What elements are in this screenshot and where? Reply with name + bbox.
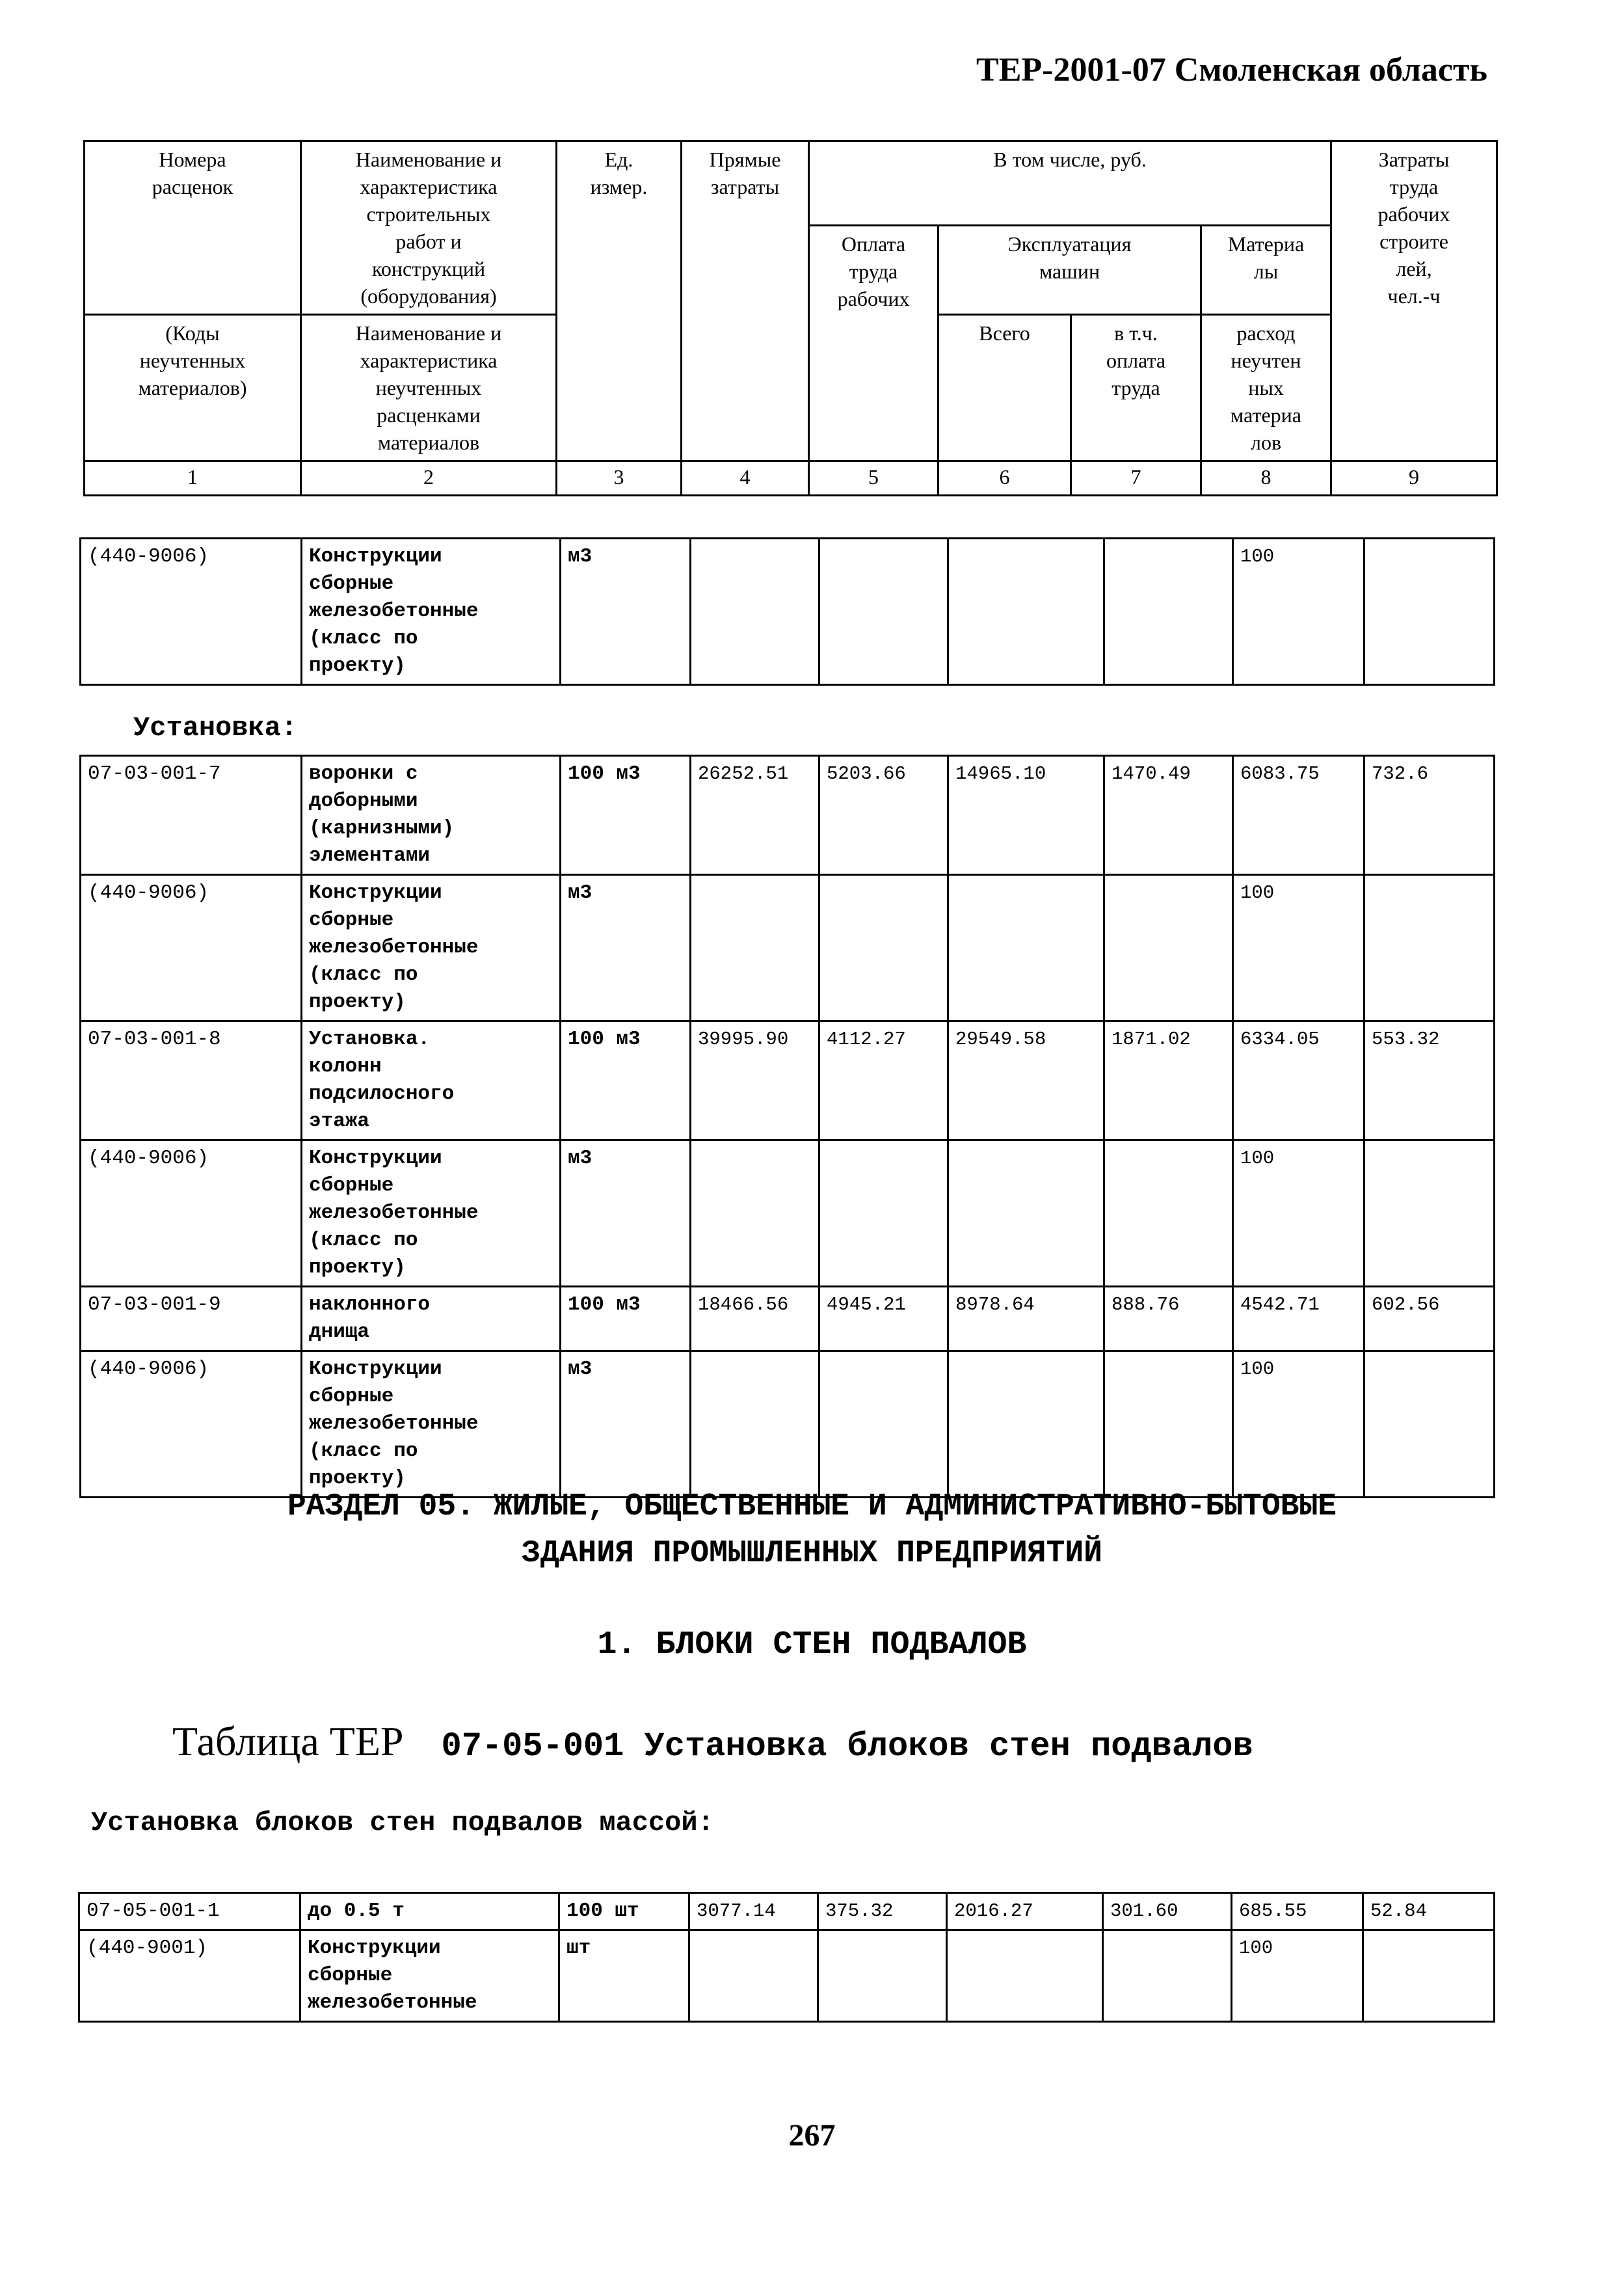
materials-cell: 6083.75 <box>1233 756 1364 875</box>
machine-cell <box>948 1351 1104 1498</box>
description-cell: Установка. колонн подсилосного этажа <box>302 1021 561 1140</box>
materials-cell: 100 <box>1233 1351 1364 1498</box>
wage-cell: 375.32 <box>818 1893 947 1930</box>
header-material-consumption: расход неучтен ных материа лов <box>1201 315 1331 461</box>
unit-cell: 100 шт <box>559 1893 689 1930</box>
description-cell: Конструкции сборные железобетонные (класс по проекту) <box>302 539 561 685</box>
machine-cell: 8978.64 <box>948 1287 1104 1351</box>
header-direct-costs: Прямые затраты <box>682 141 809 461</box>
header-work-name: Наименование и характеристика строительных работ и конструкций (оборудования) <box>301 141 557 315</box>
ustanovka-label: Установка: <box>133 712 298 744</box>
header-material-codes: (Коды неучтенных материалов) <box>85 315 301 461</box>
column-number: 5 <box>809 461 938 496</box>
direct-costs-cell: 18466.56 <box>691 1287 819 1351</box>
labor-cell: 602.56 <box>1364 1287 1495 1351</box>
unit-cell: 100 м3 <box>561 1021 691 1140</box>
description-cell: до 0.5 т <box>300 1893 559 1930</box>
materials-cell: 100 <box>1233 539 1364 685</box>
unit-cell: 100 м3 <box>561 756 691 875</box>
header-including-rub: В том числе, руб. <box>809 141 1331 226</box>
materials-cell: 100 <box>1233 875 1364 1021</box>
column-header-table <box>83 140 1498 496</box>
table-caption-lead: Таблица ТЕР <box>172 1718 404 1764</box>
labor-cell <box>1364 1140 1495 1287</box>
direct-costs-cell: 39995.90 <box>691 1021 819 1140</box>
direct-costs-cell <box>691 539 819 685</box>
description-cell: Конструкции сборные железобетонные (класс по проекту) <box>302 1140 561 1287</box>
machine-wage-cell <box>1104 875 1233 1021</box>
unit-cell: м3 <box>561 1140 691 1287</box>
column-number: 3 <box>557 461 682 496</box>
rates-table-top <box>79 537 1495 686</box>
wage-cell <box>819 1351 948 1498</box>
direct-costs-cell: 3077.14 <box>689 1893 818 1930</box>
wage-cell <box>819 1140 948 1287</box>
labor-cell <box>1363 1930 1495 2022</box>
column-number: 9 <box>1331 461 1497 496</box>
column-number: 8 <box>1201 461 1331 496</box>
column-number: 1 <box>85 461 301 496</box>
page-number: 267 <box>788 2118 836 2153</box>
materials-cell: 6334.05 <box>1233 1021 1364 1140</box>
rate-code-cell: (440-9006) <box>81 875 302 1021</box>
description-cell: Конструкции сборные железобетонные (класс по проекту) <box>302 875 561 1021</box>
table-row <box>81 875 1495 1021</box>
column-number: 2 <box>301 461 557 496</box>
machine-cell <box>948 539 1104 685</box>
wage-cell <box>818 1930 947 2022</box>
labor-cell: 732.6 <box>1364 756 1495 875</box>
unit-cell: м3 <box>561 875 691 1021</box>
header-machine-operation: Эксплуатация машин <box>938 226 1201 315</box>
direct-costs-cell <box>691 1140 819 1287</box>
table-row <box>81 539 1495 685</box>
direct-costs-cell <box>689 1930 818 2022</box>
rate-code-cell: (440-9006) <box>81 1140 302 1287</box>
subsection-title: 1. БЛОКИ СТЕН ПОДВАЛОВ <box>597 1626 1027 1663</box>
header-rate-number: Номера расценок <box>85 141 301 315</box>
rate-code-cell: 07-03-001-7 <box>81 756 302 875</box>
labor-cell <box>1364 539 1495 685</box>
machine-wage-cell <box>1103 1930 1232 2022</box>
column-number: 4 <box>682 461 809 496</box>
machine-wage-cell: 301.60 <box>1103 1893 1232 1930</box>
rate-code-cell: (440-9006) <box>81 539 302 685</box>
wage-cell: 5203.66 <box>819 756 948 875</box>
machine-cell: 29549.58 <box>948 1021 1104 1140</box>
rate-code-cell: 07-05-001-1 <box>79 1893 300 1930</box>
materials-cell: 685.55 <box>1232 1893 1363 1930</box>
header-machine-wage: в т.ч. оплата труда <box>1071 315 1201 461</box>
table-row <box>81 756 1495 875</box>
wage-cell <box>819 539 948 685</box>
column-number: 7 <box>1071 461 1201 496</box>
labor-cell: 52.84 <box>1363 1893 1495 1930</box>
materials-cell: 100 <box>1232 1930 1363 2022</box>
description-cell: Конструкции сборные железобетонные <box>300 1930 559 2022</box>
header-labor-costs: Затраты труда рабочих строите лей, чел.-ч <box>1331 141 1497 461</box>
header-unit: Ед. измер. <box>557 141 682 461</box>
header-machine-total: Всего <box>938 315 1071 461</box>
description-cell: Конструкции сборные железобетонные (класс по проекту) <box>302 1351 561 1498</box>
rate-code-cell: (440-9006) <box>81 1351 302 1498</box>
unit-cell: шт <box>559 1930 689 2022</box>
direct-costs-cell <box>691 1351 819 1498</box>
table-row <box>81 1351 1495 1498</box>
machine-wage-cell <box>1104 1351 1233 1498</box>
machine-cell <box>948 875 1104 1021</box>
labor-cell <box>1364 875 1495 1021</box>
rate-code-cell: 07-03-001-9 <box>81 1287 302 1351</box>
unit-cell: м3 <box>561 1351 691 1498</box>
header-wage: Оплата труда рабочих <box>809 226 938 461</box>
rates-table-main <box>79 755 1495 1498</box>
header-material-names: Наименование и характеристика неучтенных расценками материалов <box>301 315 557 461</box>
description-cell: воронки с доборными (карнизными) элементами <box>302 756 561 875</box>
description-cell: наклонного днища <box>302 1287 561 1351</box>
labor-cell: 553.32 <box>1364 1021 1495 1140</box>
labor-cell <box>1364 1351 1495 1498</box>
machine-wage-cell: 888.76 <box>1104 1287 1233 1351</box>
header-materials: Материа лы <box>1201 226 1331 315</box>
wage-cell <box>819 875 948 1021</box>
rate-code-cell: (440-9001) <box>79 1930 300 2022</box>
table-row <box>81 1287 1495 1351</box>
rate-code-cell: 07-03-001-8 <box>81 1021 302 1140</box>
machine-cell <box>948 1140 1104 1287</box>
machine-cell: 2016.27 <box>947 1893 1103 1930</box>
machine-wage-cell <box>1104 539 1233 685</box>
table-row <box>81 1140 1495 1287</box>
materials-cell: 100 <box>1233 1140 1364 1287</box>
wage-cell: 4112.27 <box>819 1021 948 1140</box>
wage-cell: 4945.21 <box>819 1287 948 1351</box>
machine-cell: 14965.10 <box>948 756 1104 875</box>
rates-table-bottom <box>78 1892 1495 2023</box>
running-header: ТЕР-2001-07 Смоленская область <box>976 51 1487 88</box>
table-row <box>79 1930 1495 2022</box>
table-caption <box>172 1717 1253 1766</box>
group-label: Установка блоков стен подвалов массой: <box>91 1807 714 1838</box>
section-title: РАЗДЕЛ 05. ЖИЛЫЕ, ОБЩЕСТВЕННЫЕ И АДМИНИСТРАТИВНО-БЫТОВЫЕ ЗДАНИЯ ПРОМЫШЛЕННЫХ ПРЕДПРИЯТИЙ <box>287 1489 1337 1571</box>
direct-costs-cell: 26252.51 <box>691 756 819 875</box>
column-number: 6 <box>938 461 1071 496</box>
machine-cell <box>947 1930 1103 2022</box>
materials-cell: 4542.71 <box>1233 1287 1364 1351</box>
machine-wage-cell: 1871.02 <box>1104 1021 1233 1140</box>
table-caption-title: 07-05-001 Установка блоков стен подвалов <box>441 1727 1253 1766</box>
unit-cell: 100 м3 <box>561 1287 691 1351</box>
table-row <box>79 1893 1495 1930</box>
unit-cell: м3 <box>561 539 691 685</box>
direct-costs-cell <box>691 875 819 1021</box>
machine-wage-cell: 1470.49 <box>1104 756 1233 875</box>
table-row <box>81 1021 1495 1140</box>
machine-wage-cell <box>1104 1140 1233 1287</box>
